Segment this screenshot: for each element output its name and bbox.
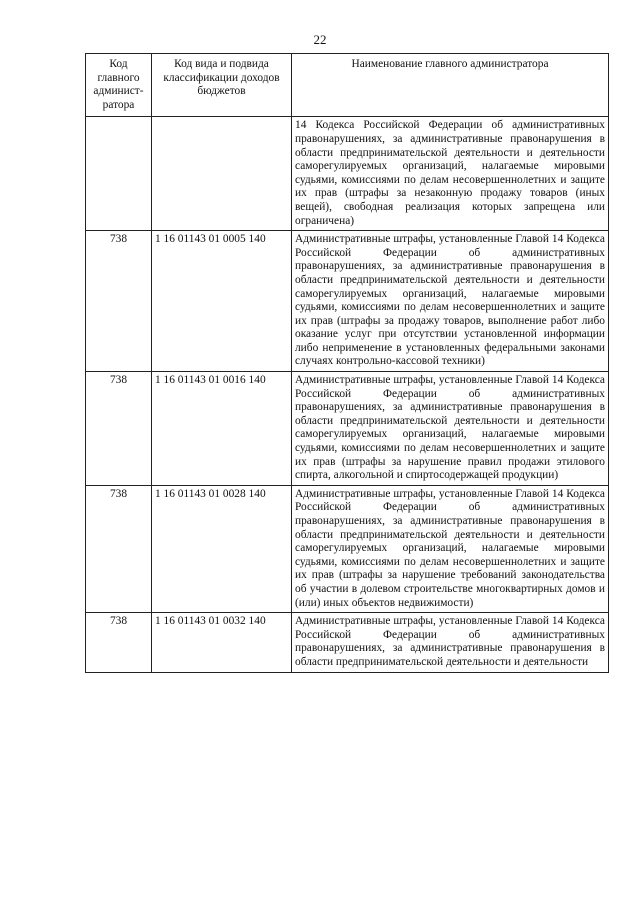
admin-code-cell: 738 [86, 485, 152, 612]
administrator-name-cell: 14 Кодекса Российской Федерации об административных правонарушениях, за административные правонарушения в области предпринимательской деятельности и деятельности саморегулируемых организаций, налагаемые мировыми судьями, комиссиями по делам несовершеннолетних и защите их прав (штрафы за незаконную продажу товаров (иных вещей), свободная реализация которых запрещена или ограничена) [292, 117, 609, 231]
header-classification-code: Код вида и подвида классификации доходов бюджетов [152, 54, 292, 117]
administrator-name-cell: Административные штрафы, установленные Главой 14 Кодекса Российской Федерации об административных правонарушениях, за административные правонарушения в области предпринимательской деятельности и деятельности саморегулируемых организаций, налагаемые мировыми судьями, комиссиями по делам несовершеннолетних и защите их прав (штрафы за нарушение правил продажи этилового спирта, алкогольной и спиртосодержащей продукции) [292, 372, 609, 486]
table-row [86, 372, 609, 486]
administrator-name-cell: Административные штрафы, установленные Главой 14 Кодекса Российской Федерации об административных правонарушениях, за административные правонарушения в области предпринимательской деятельности и деятельности [292, 613, 609, 672]
classification-code-cell: 1 16 01143 01 0016 140 [152, 372, 292, 486]
table-row [86, 231, 609, 372]
page-number: 22 [313, 32, 327, 47]
table-row [86, 485, 609, 612]
administrator-name-cell: Административные штрафы, установленные Главой 14 Кодекса Российской Федерации об административных правонарушениях, за административные правонарушения в области предпринимательской деятельности и деятельности саморегулируемых организаций, налагаемые мировыми судьями, комиссиями по делам несовершеннолетних и защите их прав (штрафы за нарушение требований законодательства об участии в долевом строительстве многоквартирных домов и (или) иных объектов недвижимости) [292, 485, 609, 612]
admin-code-cell: 738 [86, 231, 152, 372]
table-row [86, 117, 609, 231]
header-admin-code: Код главного админист-ратора [86, 54, 152, 117]
classification-code-cell: 1 16 01143 01 0028 140 [152, 485, 292, 612]
admin-code-cell [86, 117, 152, 231]
table-header-row [86, 54, 609, 117]
revenue-classification-table [85, 53, 609, 673]
admin-code-cell: 738 [86, 613, 152, 672]
classification-code-cell [152, 117, 292, 231]
classification-code-cell: 1 16 01143 01 0005 140 [152, 231, 292, 372]
administrator-name-cell: Административные штрафы, установленные Главой 14 Кодекса Российской Федерации об административных правонарушениях, за административные правонарушения в области предпринимательской деятельности и деятельности саморегулируемых организаций, налагаемые мировыми судьями, комиссиями по делам несовершеннолетних и защите их прав (штрафы за продажу товаров, выполнение работ либо оказание услуг при отсутствии установленной информации либо неприменение в установленных федеральными законами случаях контрольно-кассовой техники) [292, 231, 609, 372]
admin-code-cell: 738 [86, 372, 152, 486]
header-administrator-name: Наименование главного администратора [292, 54, 609, 117]
classification-code-cell: 1 16 01143 01 0032 140 [152, 613, 292, 672]
table-row [86, 613, 609, 672]
